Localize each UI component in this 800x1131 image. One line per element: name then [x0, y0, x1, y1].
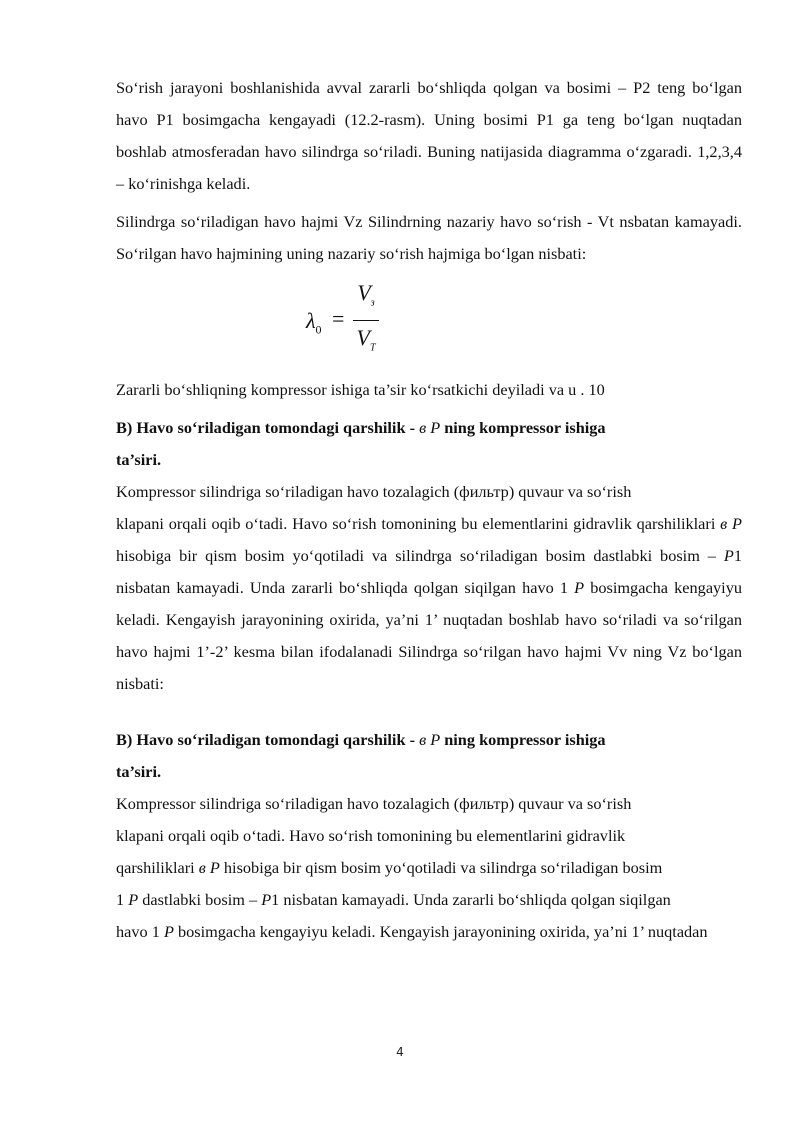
fraction-bar: [353, 320, 379, 321]
paragraph-intro: So‘rish jarayoni boshlanishida avval zararli bo‘shliqda qolgan va bosimi – P2 teng bo‘lgan havo P1 bosimgacha kengayadi (12.2-rasm). Uning bosimi P1 ga teng bo‘lgan nuqtadan boshlab atmosferadan havo silindrga so‘riladi. Buning natijasida diagramma o‘zgaradi. 1,2,3,4 – ko‘rinishga keladi.: [116, 78, 742, 193]
page-number: 4: [396, 1045, 404, 1059]
formula-equals: =: [332, 306, 345, 331]
paragraph-volume: Silindrga so‘riladigan havo hajmi Vz Silindrning nazariy havo so‘rish - Vt nsbatan kamayadi. So‘rilgan havo hajmining uning nazariy so‘rish hajmiga bo‘lgan nisbati:: [116, 212, 742, 263]
lambda-formula: [116, 276, 742, 368]
section-heading-1-cont: ta’siri.: [116, 450, 162, 469]
paragraph-coefficient: Zararli bo‘shliqning kompressor ishiga ta’sir ko‘rsatkichi deyiladi va u . 10: [116, 380, 605, 399]
section-heading-1: B) Havo so‘riladigan tomondagi qarshilik - в P ning kompressor ishiga: [116, 418, 606, 437]
section-heading-2-cont: ta’siri.: [116, 762, 162, 781]
document-page: [116, 72, 742, 948]
formula-numerator: $V_з$: [357, 280, 375, 309]
section-1-body: klapani orqali oqib o‘tadi. Havo so‘rish tomonining bu elementlarini gidravlik qarshiliklari в P hisobiga bir qism bosim yo‘qotiladi va silindrga so‘riladigan bosim dastlabki bosim – P1 nisbatan kamayadi. Unda zararli bo‘shliqda qolgan siqilgan havo 1 P bosimgacha kengayiyu keladi. Kengayish jarayonining oxirida, ya’ni 1’ nuqtadan boshlab havo so‘riladi va so‘rilgan havo hajmi 1’-2’ kesma bilan ifodalanadi Silindrga so‘rilgan havo hajmi Vv ning Vz bo‘lgan nisbati:: [116, 514, 743, 693]
section-2-line-1: Kompressor silindriga so‘riladigan havo tozalagich (фильтр) quvaur va so‘rish: [116, 794, 632, 813]
formula-denominator: $V_T$: [356, 325, 376, 354]
section-heading-2: B) Havo so‘riladigan tomondagi qarshilik - в P ning kompressor ishiga: [116, 730, 606, 749]
formula-fraction: [352, 278, 380, 364]
section-2-line-5: havo 1 P bosimgacha kengayiyu keladi. Kengayish jarayonining oxirida, ya’ni 1’ nuqtadan: [116, 922, 708, 941]
section-2-line-4: 1 P dastlabki bosim – P1 nisbatan kamayadi. Unda zararli bo‘shliqda qolgan siqilgan: [116, 890, 671, 909]
formula-lhs: $\lambda_0$: [306, 308, 322, 337]
section-2-line-3: qarshiliklari в P hisobiga bir qism bosim yo‘qotiladi va silindrga so‘riladigan bosim: [116, 858, 663, 877]
section-1-line-1: Kompressor silindriga so‘riladigan havo tozalagich (фильтр) quvaur va so‘rish: [116, 482, 632, 501]
section-2-line-2: klapani orqali oqib o‘tadi. Havo so‘rish tomonining bu elementlarini gidravlik: [116, 826, 626, 845]
